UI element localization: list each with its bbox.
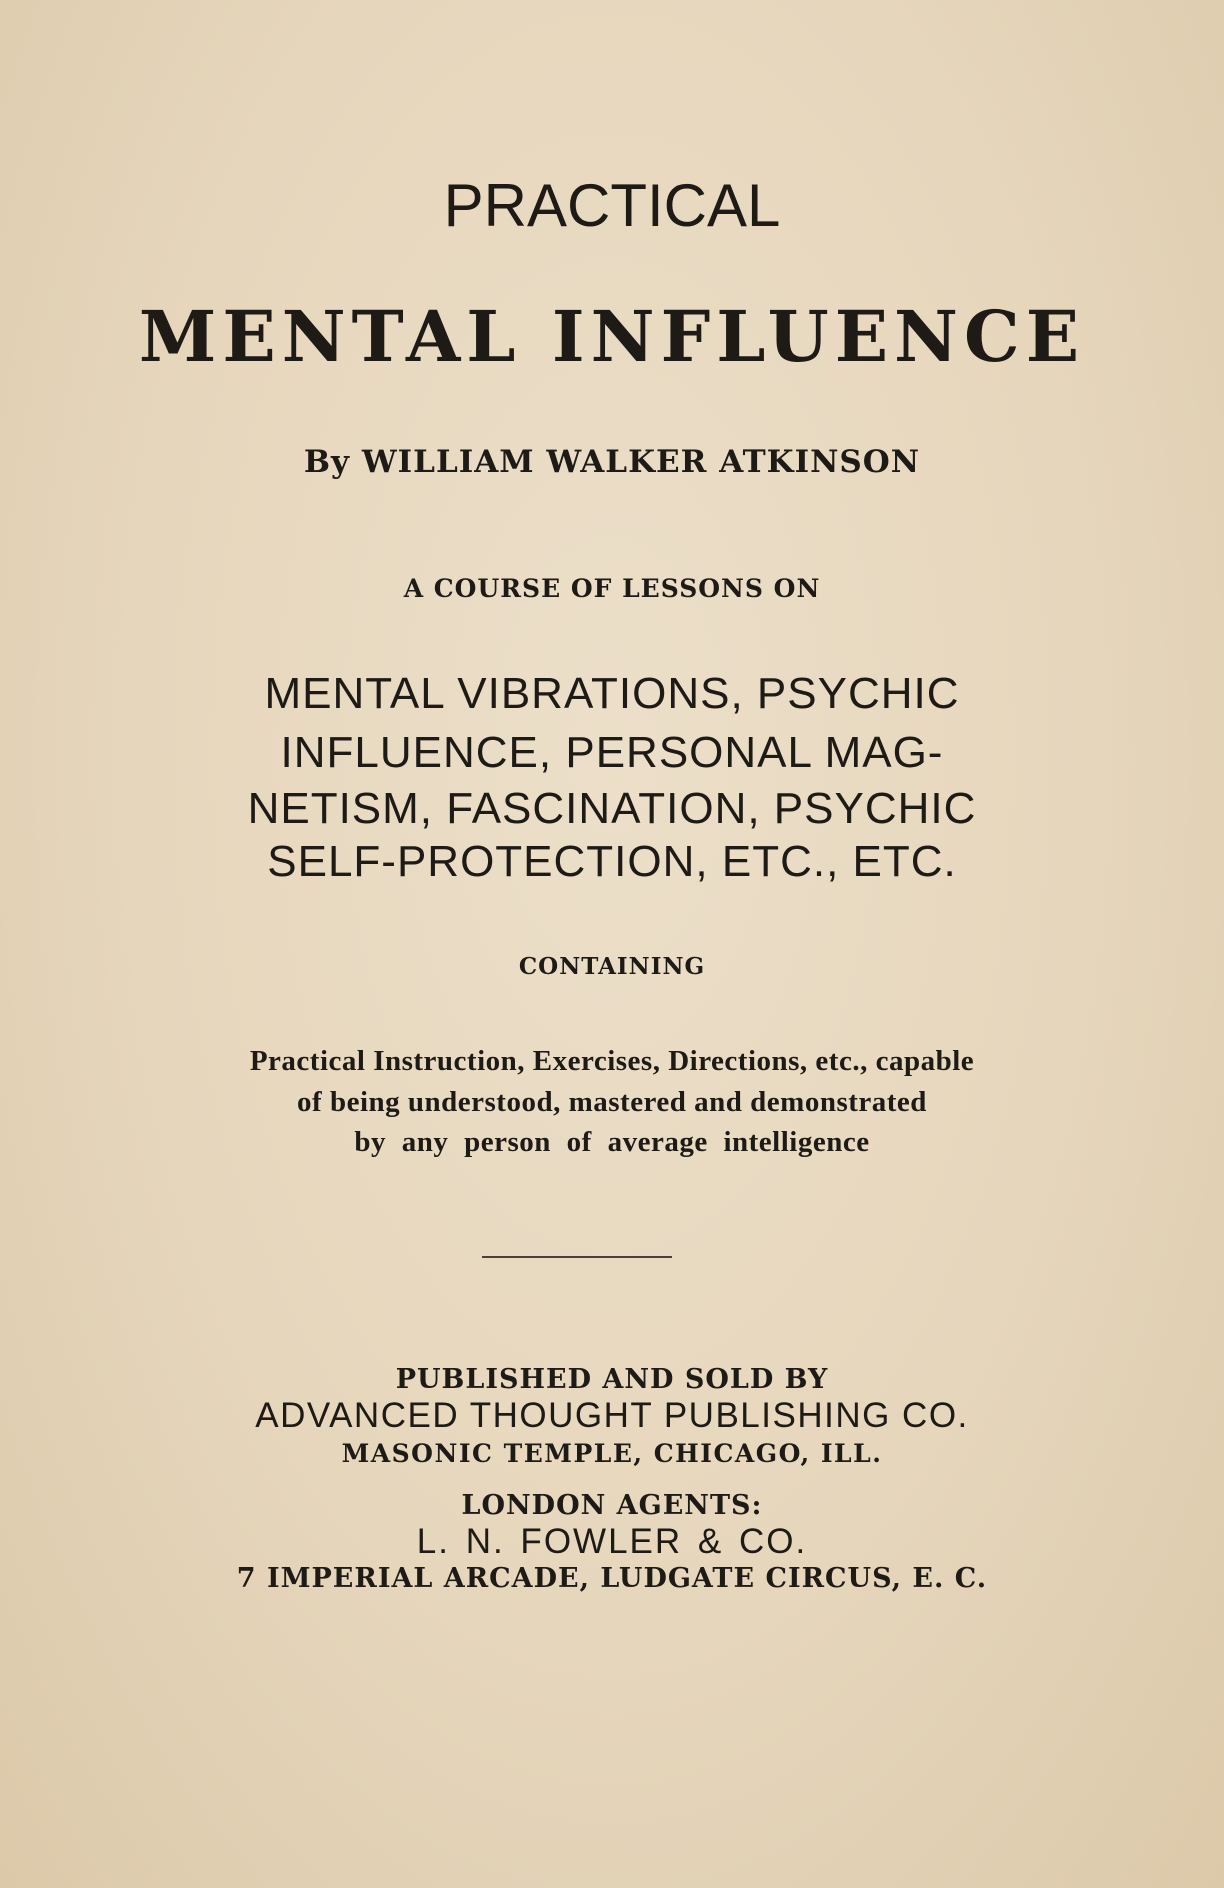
divider-rule [482,1256,672,1258]
subject-line-1: MENTAL VIBRATIONS, PSYCHIC [264,669,960,718]
course-intro: A COURSE OF LESSONS ON [403,574,821,603]
description-line-2: of being understood, mastered and demonstrated [297,1086,927,1118]
containing-heading: CONTAINING [518,953,706,980]
agents-label: LONDON AGENTS: [461,1490,763,1521]
description-line-3: by any person of average intelligence [354,1126,870,1158]
subject-line-4: SELF-PROTECTION, ETC., ETC. [267,837,957,886]
agents-address: 7 IMPERIAL ARCADE, LUDGATE CIRCUS, E. C. [236,1563,988,1594]
publisher-address: MASONIC TEMPLE, CHICAGO, ILL. [341,1439,883,1468]
description-line-1: Practical Instruction, Exercises, Directions, etc., capable [249,1045,975,1077]
agents-name: L. N. FOWLER & CO. [416,1522,808,1561]
publisher-name: ADVANCED THOUGHT PUBLISHING CO. [255,1396,969,1435]
publisher-label: PUBLISHED AND SOLD BY [395,1364,829,1395]
subject-line-3: NETISM, FASCINATION, PSYCHIC [247,784,977,833]
title-line-1: PRACTICAL [443,172,781,239]
subject-line-2: INFLUENCE, PERSONAL MAG- [280,728,944,777]
author-line: By WILLIAM WALKER ATKINSON [303,444,921,480]
title-line-2: MENTAL INFLUENCE [138,295,1086,378]
